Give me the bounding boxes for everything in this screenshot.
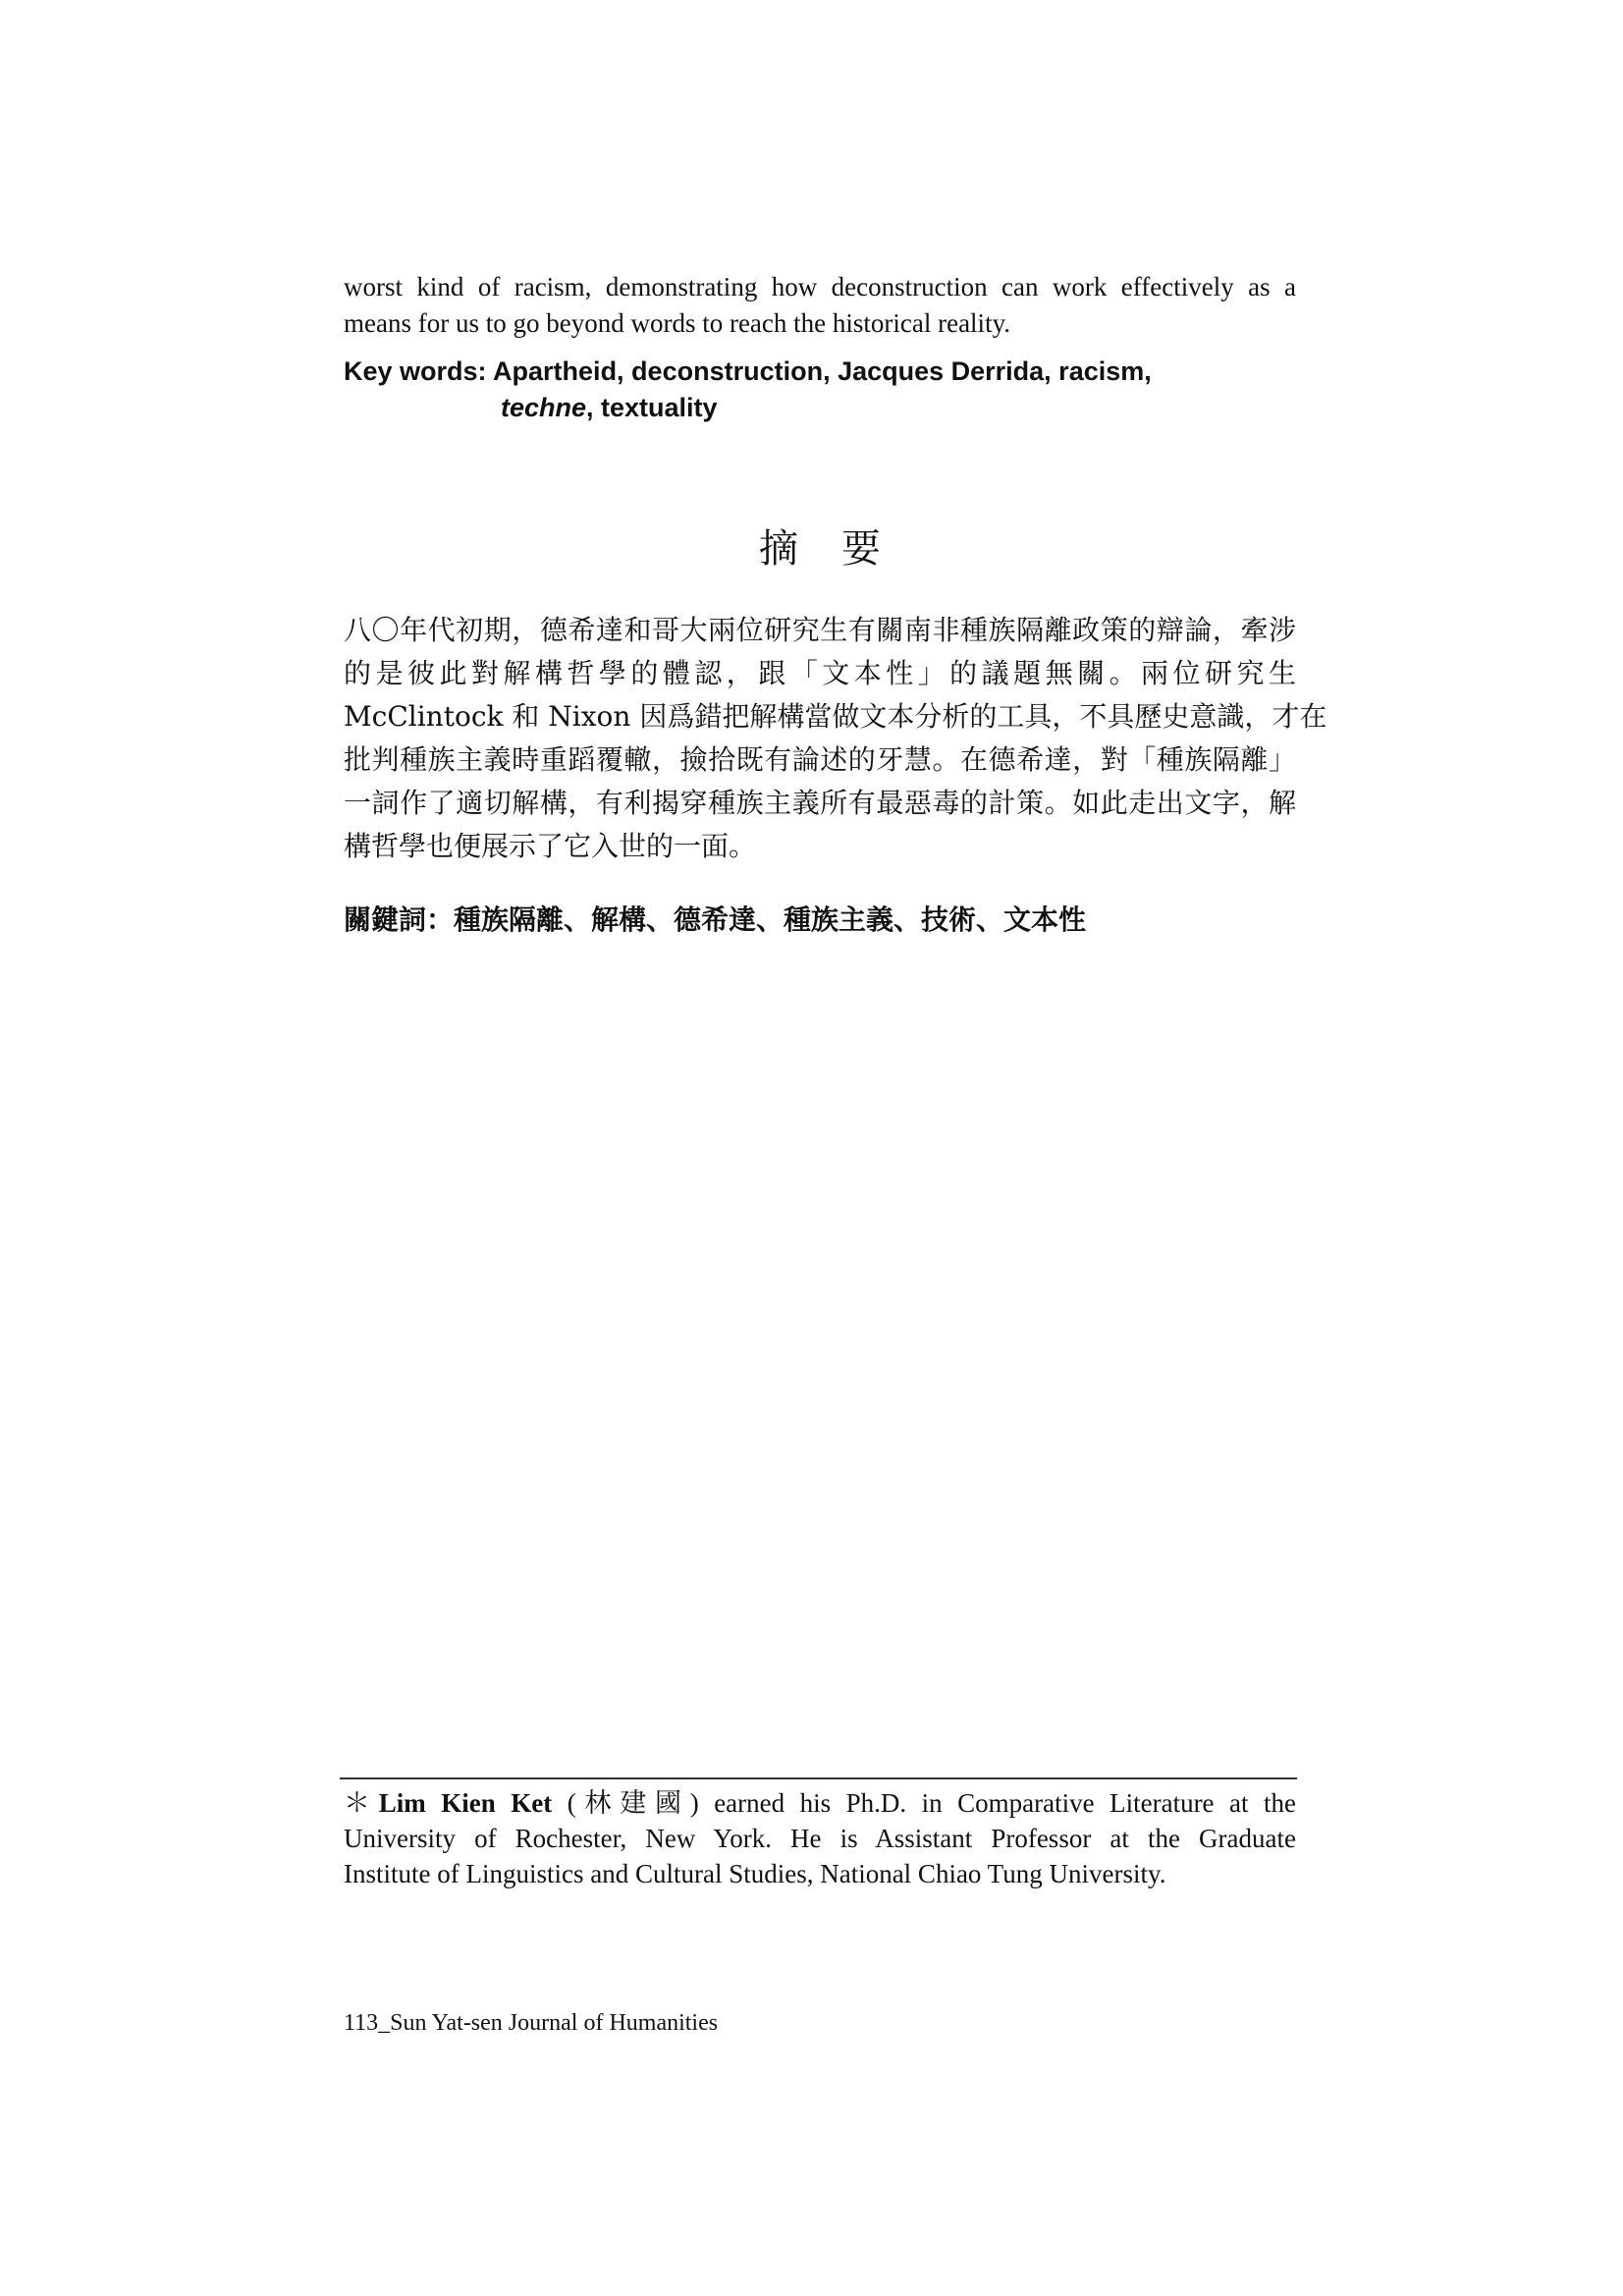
keywords-label: Key words: bbox=[344, 356, 487, 386]
footnote-line-1-rest: (林建國) earned his Ph.D. in Comparative Literature at the bbox=[552, 1788, 1297, 1818]
footnote-line-2: University of Rochester, New York. He is Assistant Professor at the Graduate bbox=[344, 1824, 1296, 1853]
zh-abstract-line-4: 批判種族主義時重蹈覆轍，撿拾既有論述的牙慧。在德希達，對「種族隔離」 bbox=[344, 743, 1296, 776]
footnote-divider bbox=[340, 1777, 1297, 1779]
footnote-line-1 bbox=[344, 1785, 1296, 1821]
zh-abstract-line-1: 八〇年代初期，德希達和哥大兩位研究生有關南非種族隔離政策的辯論，牽涉 bbox=[344, 614, 1296, 646]
zh-abstract-line-6: 構哲學也便展示了它入世的一面。 bbox=[344, 830, 757, 862]
zh-abstract-line-3: McClintock 和 Nixon 因爲錯把解構當做文本分析的工具，不具歷史意識，才在 bbox=[344, 700, 1327, 733]
zh-abstract-line-2: 的是彼此對解構哲學的體認，跟「文本性」的議題無關。兩位研究生 bbox=[344, 657, 1296, 689]
keywords-line-1: Apartheid, deconstruction, Jacques Derrida, racism, bbox=[493, 356, 1152, 386]
chinese-abstract-heading: 摘要 bbox=[759, 526, 924, 572]
author-footnote bbox=[344, 1785, 1296, 1891]
footnote-line-3: Institute of Linguistics and Cultural Studies, National Chiao Tung University. bbox=[344, 1859, 1166, 1888]
abstract-line-1: worst kind of racism, demonstrating how deconstruction can work effectively as a bbox=[344, 272, 1296, 301]
chinese-keywords: 關鍵詞：種族隔離、解構、德希達、種族主義、技術、文本性 bbox=[344, 903, 1087, 936]
keyword-techne: techne bbox=[501, 393, 587, 422]
footnote-marker: ＊ bbox=[344, 1788, 379, 1818]
zh-abstract-line-5: 一詞作了適切解構，有利揭穿種族主義所有最惡毒的計策。如此走出文字，解 bbox=[344, 787, 1296, 819]
english-keywords bbox=[344, 354, 1296, 426]
abstract-line-2: means for us to go beyond words to reach the historical reality. bbox=[344, 308, 1011, 338]
english-abstract-tail bbox=[344, 269, 1296, 342]
keyword-textuality: , textuality bbox=[586, 393, 718, 422]
keywords-line-2 bbox=[344, 390, 1296, 426]
page-footer: 113_Sun Yat-sen Journal of Humanities bbox=[344, 2010, 719, 2036]
footnote-author-name: Lim Kien Ket bbox=[378, 1788, 553, 1818]
chinese-abstract bbox=[344, 609, 1327, 868]
